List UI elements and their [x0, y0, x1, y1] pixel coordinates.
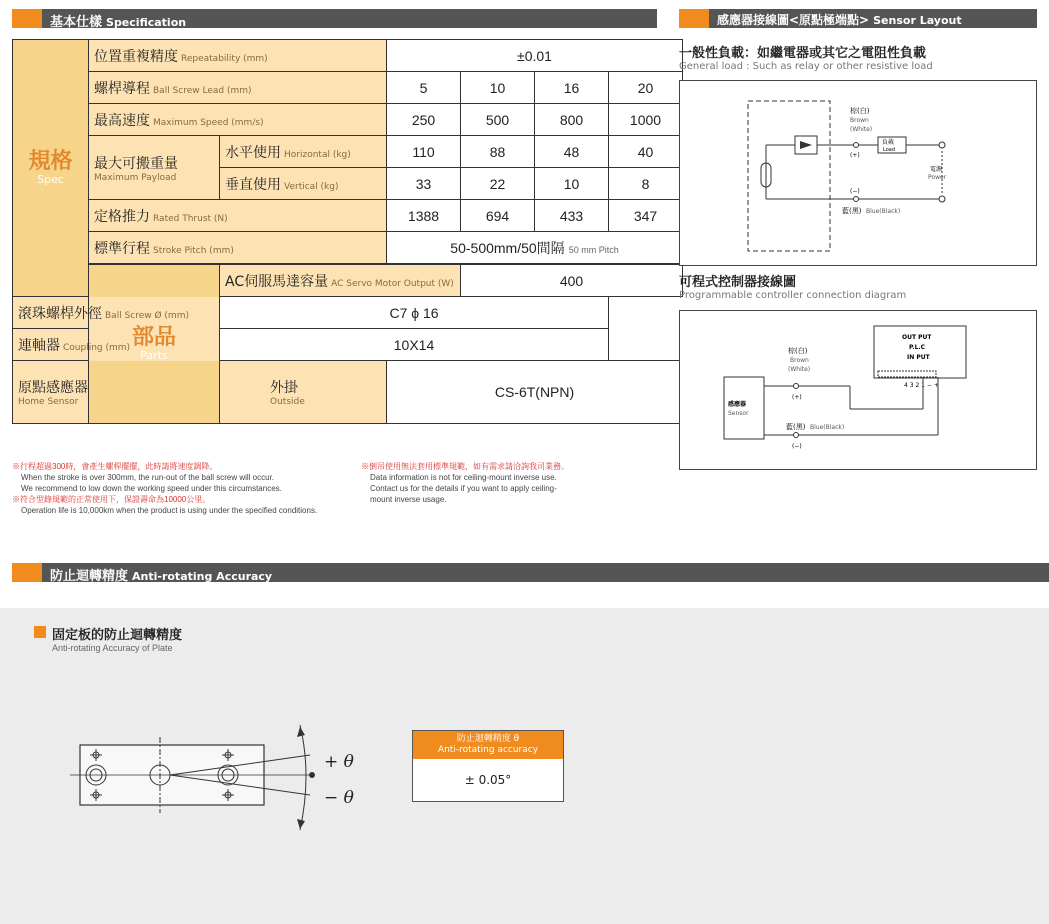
row-label-screw: 滾珠螺桿外徑 Ball Screw Ø (mm)	[13, 297, 220, 329]
d2-input: IN PUT	[907, 354, 930, 361]
value-cell: 433	[535, 200, 609, 232]
anti-section-header	[12, 563, 1049, 582]
anti-title: 防止迴轉精度 Anti-rotating Accuracy	[50, 569, 273, 584]
d1-blue-en: Blue(Black)	[866, 208, 901, 215]
value-cell: 500	[461, 104, 535, 136]
accuracy-table	[412, 730, 564, 802]
value-cell: 110	[387, 136, 461, 168]
row-label-speed: 最高速度 Maximum Speed (mm/s)	[89, 104, 387, 136]
plate-heading: 固定板的防止迴轉精度	[52, 628, 183, 643]
row-label-sensor: 原點感應器 Home Sensor	[13, 361, 89, 424]
plc-subheading: Programmable controller connection diagram	[679, 290, 907, 301]
value-coupling: 10X14	[220, 329, 609, 361]
general-load-diagram	[679, 80, 1037, 266]
d2-output: OUT PUT	[902, 334, 932, 341]
value-cell: 1388	[387, 200, 461, 232]
category-spec: 規格 Spec	[13, 40, 89, 297]
d2-plc: P.L.C	[909, 344, 926, 351]
row-label-motor: AC伺服馬達容量 AC Servo Motor Output (W)	[220, 264, 461, 297]
value-cell: 33	[387, 168, 461, 200]
value-cell: 5	[387, 72, 461, 104]
plus-theta-label: + θ	[324, 752, 354, 772]
value-motor: 400	[461, 264, 683, 297]
value-cell: 1000	[609, 104, 683, 136]
d2-minus: (−)	[792, 443, 802, 450]
spec-title: 基本仕樣 Specification	[50, 15, 187, 30]
value-cell: 10	[461, 72, 535, 104]
plc-diagram	[679, 310, 1037, 470]
plc-heading: 可程式控制器接線圖	[679, 275, 797, 290]
d2-brown-en: Brown	[790, 357, 809, 364]
value-cell: 10	[535, 168, 609, 200]
d1-load-zh: 負載	[882, 139, 895, 146]
value-cell: 22	[461, 168, 535, 200]
value-stroke: 50-500mm/50間隔 50 mm Pitch	[387, 232, 683, 265]
notes-left: ※行程超過300時，會產生螺桿擺擺，此時請將速度調降。 When the stroke is over 300mm, the run-out of the ball screw will occur. We recommend to low down the working speed under this circumstances. ※符合型錄規範的正常使用下，保證壽命為10000公里。 Operation life is 10,000km when the product is using under the specified conditions.	[12, 462, 318, 515]
value-cell: 694	[461, 200, 535, 232]
d1-white-en: (White)	[850, 126, 873, 133]
row-label-horizontal: 水平使用 Horizontal (kg)	[220, 136, 387, 168]
d2-brown-zh: 棕(白)	[788, 347, 808, 355]
d2-blue-en: Blue(Black)	[810, 424, 845, 431]
plc-wiring-svg	[680, 311, 1036, 469]
value-cell: 88	[461, 136, 535, 168]
row-label-coupling: 連軸器 Coupling (mm)	[13, 329, 220, 361]
general-load-heading: 一般性負載：如繼電器或其它之電阻性負載	[679, 46, 927, 61]
value-cell: 8	[609, 168, 683, 200]
value-cell: 40	[609, 136, 683, 168]
row-label-stroke: 標準行程 Stroke Pitch (mm)	[89, 232, 387, 265]
d1-power-zh: 電源	[930, 166, 943, 173]
value-cell: 48	[535, 136, 609, 168]
accuracy-table-header: 防止迴轉精度 θ Anti-rotating accuracy	[413, 731, 563, 759]
row-label-lead: 螺桿導程 Ball Screw Lead (mm)	[89, 72, 387, 104]
minus-theta-label: − θ	[324, 788, 354, 808]
row-label-vertical: 垂直使用 Vertical (kg)	[220, 168, 387, 200]
d2-pins: 4 3 2 1 − +	[904, 382, 939, 389]
category-parts: 部品 Parts	[89, 264, 220, 424]
value-repeatability: ±0.01	[387, 40, 683, 72]
value-cell: 16	[535, 72, 609, 104]
value-cell: 250	[387, 104, 461, 136]
value-sensor: CS-6T(NPN)	[387, 361, 683, 424]
plate-subheading: Anti-rotating Accuracy of Plate	[52, 643, 173, 653]
general-load-subheading: General load : Such as relay or other resistive load	[679, 61, 933, 72]
header-accent	[12, 9, 42, 28]
value-screw: C7 ϕ 16	[220, 297, 609, 329]
d1-blue-zh: 藍(黑)	[842, 207, 862, 215]
sensor-title: 感應器接線圖<原點極端點> Sensor Layout	[717, 13, 962, 27]
d2-white-en: (White)	[788, 366, 811, 373]
sensor-section-header	[679, 9, 1037, 28]
d1-brown-en: Brown	[850, 117, 869, 124]
row-label-sensor-type: 外掛 Outside	[220, 361, 387, 424]
accuracy-value: ± 0.05°	[464, 773, 512, 787]
d1-load-en: Load	[883, 147, 895, 153]
spec-table	[12, 39, 683, 424]
d1-plus: (+)	[850, 152, 860, 159]
d1-power-en: Power	[928, 174, 947, 181]
value-cell: 20	[609, 72, 683, 104]
spec-section-header	[12, 9, 657, 28]
d1-brown-zh: 棕(白)	[850, 107, 870, 115]
row-label-repeatability: 位置重複精度 Repeatability (mm)	[89, 40, 387, 72]
d2-sensor-en: Sensor	[728, 410, 749, 417]
row-label-payload: 最大可搬重量 Maximum Payload	[89, 136, 220, 200]
d2-sensor-zh: 感應器	[728, 401, 747, 408]
plate-drawing	[60, 715, 390, 835]
d2-blue-zh: 藍(黑)	[786, 423, 806, 431]
row-label-thrust: 定格推力 Rated Thrust (N)	[89, 200, 387, 232]
d1-minus: (−)	[850, 188, 860, 195]
plate-marker	[34, 626, 46, 638]
general-load-wiring-svg	[680, 81, 1036, 265]
d2-plus: (+)	[792, 394, 802, 401]
value-cell: 347	[609, 200, 683, 232]
value-cell: 800	[535, 104, 609, 136]
notes-right: ※倒吊使用無法套用標準規範，如有需求請洽詢我司業務。 Data information is not for ceiling-mount inverse use. Contact us for the details if you want to apply ceiling- mount inverse usage.	[361, 462, 569, 504]
header-accent	[12, 563, 42, 582]
header-accent	[679, 9, 709, 28]
